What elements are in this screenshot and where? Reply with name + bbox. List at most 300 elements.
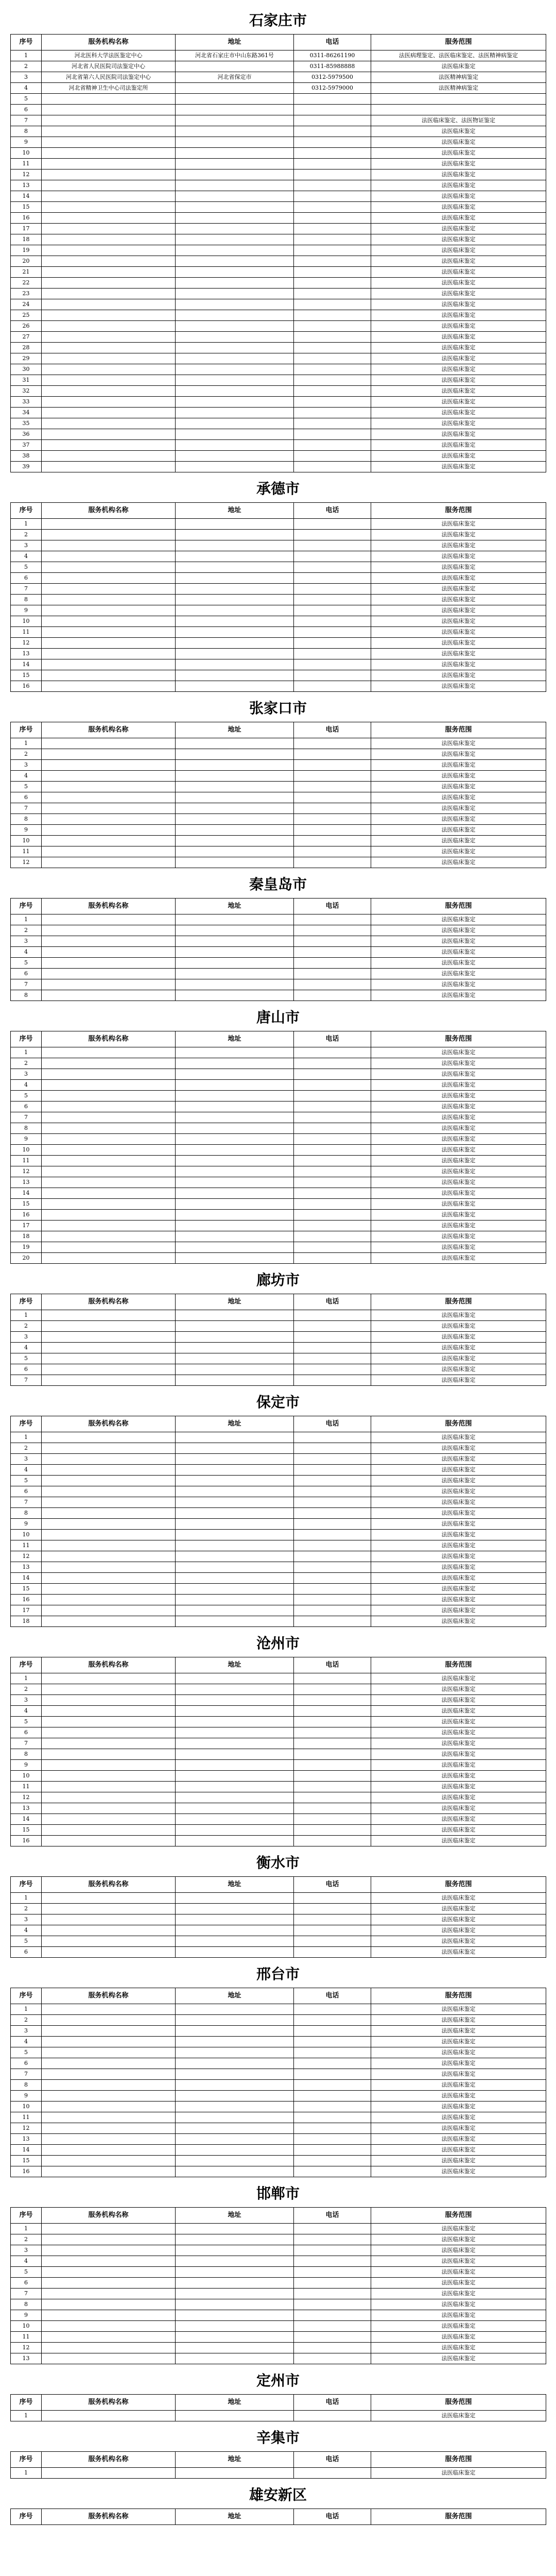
cell-name	[42, 1242, 176, 1253]
cell-address	[176, 440, 294, 451]
cell-phone	[294, 1562, 371, 1573]
cell-scope	[371, 105, 546, 115]
cell-index: 5	[11, 782, 42, 792]
cell-phone	[294, 1231, 371, 1242]
table-row	[11, 213, 546, 224]
cell-name	[42, 2047, 176, 2058]
cell-name	[42, 1771, 176, 1782]
cell-address	[176, 1595, 294, 1605]
cell-name	[42, 1760, 176, 1771]
cell-phone	[294, 1947, 371, 1958]
cell-name	[42, 1551, 176, 1562]
table-row	[11, 1199, 546, 1210]
cell-address	[176, 1145, 294, 1156]
cell-index: 5	[11, 562, 42, 573]
table-header-row	[11, 1657, 546, 1673]
table-row	[11, 1156, 546, 1166]
table-row	[11, 1253, 546, 1264]
cell-index: 14	[11, 2145, 42, 2156]
cell-name	[42, 180, 176, 191]
cell-name	[42, 1134, 176, 1145]
cell-name	[42, 126, 176, 137]
cell-address	[176, 321, 294, 332]
cell-address	[176, 1321, 294, 1332]
cell-index: 20	[11, 1253, 42, 1264]
cell-scope: 法医临床鉴定	[371, 760, 546, 771]
header-address: 地址	[176, 722, 294, 738]
cell-index: 6	[11, 573, 42, 584]
cell-name	[42, 573, 176, 584]
cell-index: 12	[11, 2123, 42, 2134]
cell-index: 14	[11, 659, 42, 670]
table-row	[11, 649, 546, 659]
cell-index: 9	[11, 1760, 42, 1771]
cell-index: 6	[11, 1947, 42, 1958]
cell-index: 6	[11, 792, 42, 803]
cell-index: 22	[11, 278, 42, 289]
cell-name	[42, 462, 176, 472]
cell-name	[42, 1540, 176, 1551]
cell-scope: 法医临床鉴定	[371, 1177, 546, 1188]
table-row	[11, 857, 546, 868]
cell-address	[176, 451, 294, 462]
cell-index: 6	[11, 1486, 42, 1497]
cell-name	[42, 584, 176, 595]
cell-name	[42, 1231, 176, 1242]
cell-phone	[294, 2026, 371, 2037]
cell-scope: 法医临床鉴定	[371, 990, 546, 1001]
cell-index: 1	[11, 519, 42, 530]
cell-phone	[294, 1914, 371, 1925]
cell-name	[42, 638, 176, 649]
header-address: 地址	[176, 1294, 294, 1310]
cell-name	[42, 321, 176, 332]
table-row	[11, 1188, 546, 1199]
cell-scope: 法医临床鉴定	[371, 1914, 546, 1925]
cell-scope: 法医临床鉴定	[371, 1595, 546, 1605]
cell-scope: 法医临床鉴定	[371, 137, 546, 148]
table-row	[11, 670, 546, 681]
cell-scope: 法医临床鉴定	[371, 386, 546, 397]
cell-index: 9	[11, 605, 42, 616]
cell-address	[176, 1914, 294, 1925]
cell-index: 13	[11, 180, 42, 191]
cell-phone	[294, 137, 371, 148]
cell-index: 4	[11, 551, 42, 562]
cell-address	[176, 670, 294, 681]
table-row	[11, 224, 546, 234]
cell-scope: 法医临床鉴定	[371, 202, 546, 213]
cell-name	[42, 1145, 176, 1156]
cell-phone	[294, 353, 371, 364]
cell-index: 23	[11, 289, 42, 299]
cell-phone	[294, 738, 371, 749]
table-row	[11, 2047, 546, 2058]
cell-name	[42, 1925, 176, 1936]
cell-address	[176, 267, 294, 278]
cell-address	[176, 584, 294, 595]
cell-scope: 法医临床鉴定	[371, 659, 546, 670]
city-section	[10, 699, 546, 868]
cell-index: 34	[11, 408, 42, 418]
table-row	[11, 2156, 546, 2166]
cell-scope: 法医临床鉴定	[371, 627, 546, 638]
cell-phone: 0311-85988888	[294, 61, 371, 72]
cell-index: 2	[11, 2234, 42, 2245]
cell-index: 7	[11, 584, 42, 595]
cell-index: 37	[11, 440, 42, 451]
cell-scope: 法医临床鉴定	[371, 1925, 546, 1936]
city-title: 石家庄市	[249, 12, 307, 29]
cell-index: 8	[11, 1749, 42, 1760]
table-row	[11, 2353, 546, 2364]
table-row	[11, 310, 546, 321]
cell-index: 3	[11, 760, 42, 771]
cell-index: 3	[11, 1914, 42, 1925]
cell-phone	[294, 245, 371, 256]
cell-name	[42, 191, 176, 202]
cell-index: 2	[11, 1058, 42, 1069]
cell-address	[176, 2278, 294, 2289]
header-phone: 电话	[294, 1988, 371, 2004]
cell-scope: 法医临床鉴定	[371, 1771, 546, 1782]
table-header-row	[11, 722, 546, 738]
cell-address	[176, 1332, 294, 1343]
cell-index: 1	[11, 2411, 42, 2421]
table-row	[11, 1476, 546, 1486]
cell-address	[176, 1925, 294, 1936]
cell-address	[176, 2156, 294, 2166]
cell-name	[42, 1782, 176, 1792]
cell-address	[176, 771, 294, 782]
table-row	[11, 1540, 546, 1551]
cell-phone	[294, 530, 371, 540]
cell-index: 13	[11, 1562, 42, 1573]
table-row	[11, 2091, 546, 2102]
cell-name: 河北省第六人民医院司法鉴定中心	[42, 72, 176, 83]
cell-address	[176, 234, 294, 245]
cell-phone	[294, 2332, 371, 2343]
table-row	[11, 2343, 546, 2353]
cell-phone	[294, 94, 371, 105]
table-row	[11, 1904, 546, 1914]
city-section	[10, 11, 546, 472]
cell-address	[176, 2224, 294, 2234]
cell-scope: 法医临床鉴定	[371, 1188, 546, 1199]
cell-name	[42, 1695, 176, 1706]
cell-index: 8	[11, 1508, 42, 1519]
table-row	[11, 1717, 546, 1727]
cell-index: 6	[11, 969, 42, 979]
header-name: 服务机构名称	[42, 1416, 176, 1432]
cell-scope: 法医临床鉴定	[371, 397, 546, 408]
cell-scope: 法医临床鉴定	[371, 2245, 546, 2256]
cell-phone	[294, 375, 371, 386]
cell-index: 1	[11, 1047, 42, 1058]
table-row	[11, 990, 546, 1001]
cell-address	[176, 1134, 294, 1145]
cell-address	[176, 1080, 294, 1091]
cell-phone: 0312-5979500	[294, 72, 371, 83]
cell-index: 14	[11, 1573, 42, 1584]
header-index: 序号	[11, 2208, 42, 2224]
cell-index: 1	[11, 2224, 42, 2234]
cell-index: 5	[11, 2267, 42, 2278]
cell-scope: 法医临床鉴定	[371, 1616, 546, 1627]
header-address: 地址	[176, 2208, 294, 2224]
cell-index: 10	[11, 1771, 42, 1782]
cell-phone	[294, 803, 371, 814]
cell-name	[42, 1706, 176, 1717]
cell-name	[42, 1353, 176, 1364]
cell-index: 17	[11, 224, 42, 234]
city-section	[10, 2486, 546, 2525]
cell-phone	[294, 2310, 371, 2321]
cell-phone	[294, 1199, 371, 1210]
cell-name	[42, 979, 176, 990]
cell-name	[42, 1673, 176, 1684]
cell-index: 8	[11, 2080, 42, 2091]
header-scope: 服务范围	[371, 2208, 546, 2224]
cell-name	[42, 2353, 176, 2364]
table-row	[11, 2278, 546, 2289]
cell-name	[42, 353, 176, 364]
cell-name	[42, 1605, 176, 1616]
cell-index: 14	[11, 1814, 42, 1825]
cell-name	[42, 947, 176, 958]
cell-name	[42, 1321, 176, 1332]
cell-phone	[294, 1476, 371, 1486]
cell-name	[42, 364, 176, 375]
cell-scope: 法医临床鉴定	[371, 2080, 546, 2091]
cell-scope: 法医临床鉴定	[371, 1375, 546, 1386]
table-row	[11, 1486, 546, 1497]
table-row	[11, 803, 546, 814]
cell-address	[176, 2343, 294, 2353]
cell-name	[42, 170, 176, 180]
cell-scope: 法医临床鉴定	[371, 310, 546, 321]
cell-index: 32	[11, 386, 42, 397]
cell-index: 5	[11, 1717, 42, 1727]
table-row	[11, 738, 546, 749]
cell-index: 1	[11, 50, 42, 61]
cell-phone	[294, 2343, 371, 2353]
cell-index: 16	[11, 213, 42, 224]
table-row	[11, 94, 546, 105]
sections-container	[10, 11, 546, 2525]
table-row	[11, 1519, 546, 1530]
cell-scope: 法医临床鉴定	[371, 638, 546, 649]
cell-name	[42, 148, 176, 159]
cell-scope: 法医临床鉴定	[371, 1738, 546, 1749]
table-row	[11, 191, 546, 202]
cell-phone	[294, 1616, 371, 1627]
cell-address	[176, 332, 294, 343]
cell-scope: 法医临床鉴定	[371, 1080, 546, 1091]
table-header-row	[11, 1031, 546, 1047]
cell-name	[42, 1573, 176, 1584]
city-section	[10, 1393, 546, 1627]
header-name: 服务机构名称	[42, 2452, 176, 2468]
table-row	[11, 440, 546, 451]
header-index: 序号	[11, 722, 42, 738]
cell-address	[176, 2091, 294, 2102]
cell-address	[176, 364, 294, 375]
table-row	[11, 2310, 546, 2321]
cell-address	[176, 1310, 294, 1321]
table-row	[11, 846, 546, 857]
cell-name	[42, 2166, 176, 2177]
cell-index: 30	[11, 364, 42, 375]
cell-index: 2	[11, 749, 42, 760]
table-row	[11, 50, 546, 61]
cell-index: 5	[11, 958, 42, 969]
header-phone: 电话	[294, 722, 371, 738]
cell-phone	[294, 408, 371, 418]
cell-name	[42, 105, 176, 115]
cell-phone	[294, 2112, 371, 2123]
cell-phone	[294, 2004, 371, 2015]
cell-address	[176, 375, 294, 386]
cell-index: 15	[11, 1199, 42, 1210]
cell-scope: 法医临床鉴定	[371, 2353, 546, 2364]
cell-scope: 法医临床鉴定	[371, 2234, 546, 2245]
cell-scope: 法医临床鉴定	[371, 180, 546, 191]
cell-phone	[294, 1792, 371, 1803]
cell-index: 2	[11, 925, 42, 936]
cell-phone	[294, 1760, 371, 1771]
city-title: 衡水市	[256, 1854, 300, 1871]
cell-index: 4	[11, 1925, 42, 1936]
cell-address	[176, 1364, 294, 1375]
cell-index: 6	[11, 2278, 42, 2289]
cell-index: 16	[11, 2166, 42, 2177]
cell-phone	[294, 2468, 371, 2479]
cell-name	[42, 2080, 176, 2091]
cell-phone	[294, 792, 371, 803]
cell-phone	[294, 1782, 371, 1792]
cell-phone	[294, 343, 371, 353]
cell-address	[176, 1156, 294, 1166]
cell-index: 1	[11, 2004, 42, 2015]
cell-name	[42, 1465, 176, 1476]
cell-scope: 法医临床鉴定	[371, 2026, 546, 2037]
cell-address	[176, 1717, 294, 1727]
cell-scope: 法医临床鉴定	[371, 2134, 546, 2145]
cell-address	[176, 595, 294, 605]
cell-name	[42, 990, 176, 1001]
cell-address	[176, 1454, 294, 1465]
cell-phone	[294, 1134, 371, 1145]
cell-address	[176, 1058, 294, 1069]
cell-name	[42, 792, 176, 803]
cell-name	[42, 1476, 176, 1486]
cell-index: 3	[11, 936, 42, 947]
cell-name	[42, 1332, 176, 1343]
table-row	[11, 1343, 546, 1353]
cell-scope: 法医临床鉴定	[371, 1443, 546, 1454]
cell-index: 13	[11, 2353, 42, 2364]
cell-scope: 法医临床鉴定	[371, 2047, 546, 2058]
cell-scope: 法医临床鉴定	[371, 126, 546, 137]
cell-index: 9	[11, 1519, 42, 1530]
cell-name	[42, 1519, 176, 1530]
cell-scope: 法医临床鉴定	[371, 616, 546, 627]
cell-index: 4	[11, 1080, 42, 1091]
table-row	[11, 1231, 546, 1242]
header-address: 地址	[176, 35, 294, 50]
cell-name	[42, 925, 176, 936]
cell-phone	[294, 2134, 371, 2145]
cell-phone	[294, 1925, 371, 1936]
cell-name	[42, 1738, 176, 1749]
cell-address	[176, 1497, 294, 1508]
cell-address	[176, 159, 294, 170]
cell-scope: 法医临床鉴定	[371, 530, 546, 540]
cell-phone	[294, 914, 371, 925]
cell-index: 6	[11, 2058, 42, 2069]
city-title: 沧州市	[256, 1635, 300, 1652]
cell-phone	[294, 1432, 371, 1443]
cell-address	[176, 245, 294, 256]
cell-scope: 法医临床鉴定	[371, 364, 546, 375]
cell-index: 14	[11, 1188, 42, 1199]
cell-address	[176, 638, 294, 649]
institution-table	[10, 1657, 546, 1846]
table-row	[11, 760, 546, 771]
institution-table	[10, 898, 546, 1001]
table-row	[11, 605, 546, 616]
cell-address	[176, 170, 294, 180]
cell-phone	[294, 2299, 371, 2310]
cell-name	[42, 2289, 176, 2299]
table-row	[11, 1706, 546, 1717]
header-phone: 电话	[294, 35, 371, 50]
cell-index: 25	[11, 310, 42, 321]
cell-scope: 法医临床鉴定	[371, 1706, 546, 1717]
cell-phone	[294, 1605, 371, 1616]
cell-index: 1	[11, 1310, 42, 1321]
table-row	[11, 540, 546, 551]
table-row	[11, 61, 546, 72]
cell-address	[176, 1242, 294, 1253]
cell-phone	[294, 2037, 371, 2047]
cell-scope: 法医临床鉴定	[371, 2321, 546, 2332]
cell-index: 15	[11, 202, 42, 213]
header-name: 服务机构名称	[42, 1294, 176, 1310]
cell-scope: 法医临床鉴定	[371, 224, 546, 234]
table-row	[11, 1947, 546, 1958]
cell-phone	[294, 825, 371, 836]
cell-phone	[294, 562, 371, 573]
cell-name	[42, 1080, 176, 1091]
cell-index: 13	[11, 2134, 42, 2145]
cell-index: 4	[11, 947, 42, 958]
cell-index: 17	[11, 1605, 42, 1616]
city-section	[10, 1271, 546, 1386]
cell-name	[42, 1210, 176, 1221]
table-row	[11, 1364, 546, 1375]
cell-name: 河北省人民医院司法鉴定中心	[42, 61, 176, 72]
cell-index: 3	[11, 72, 42, 83]
cell-name	[42, 267, 176, 278]
cell-phone	[294, 1253, 371, 1264]
cell-index: 29	[11, 353, 42, 364]
table-row	[11, 2004, 546, 2015]
table-row	[11, 1605, 546, 1616]
cell-phone	[294, 2278, 371, 2289]
cell-scope: 法医临床鉴定	[371, 1584, 546, 1595]
